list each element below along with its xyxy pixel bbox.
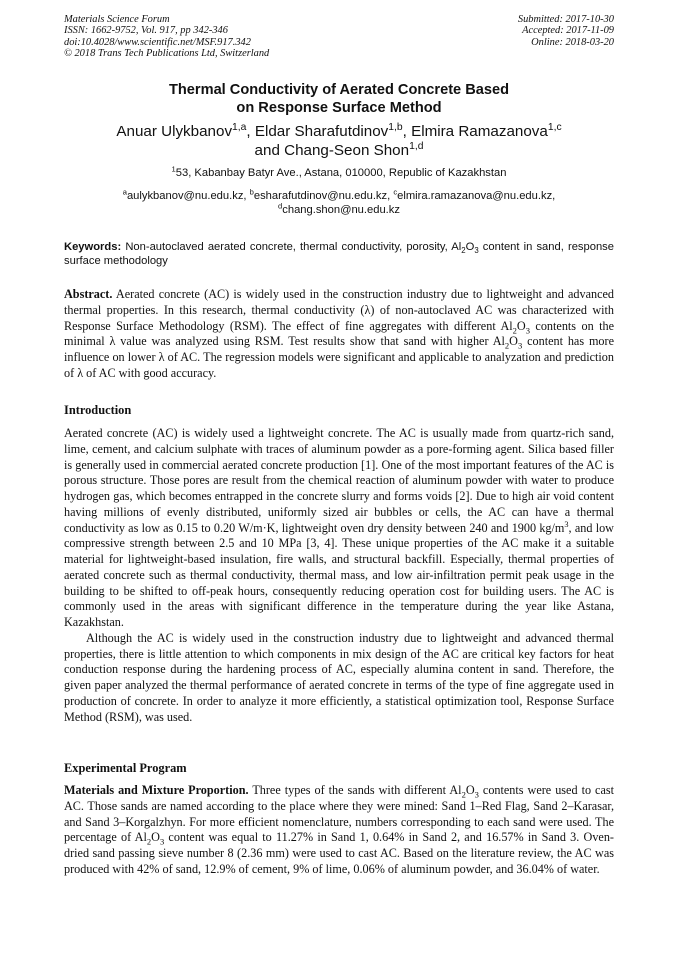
abstract-text: Aerated concrete (AC) is widely used in the construction industry due to lightweight and advanced thermal properties. In this research, thermal conductivity (λ) of non-autoclaved AC was characterized with Response Surface Methodology (RSM). The effect of fine aggregates with different Al: [64, 287, 614, 333]
affiliation: [40, 166, 638, 180]
subscript: 2: [512, 324, 517, 335]
author-name: Eldar Sharafutdinov: [254, 123, 389, 140]
introduction-body: [64, 426, 614, 725]
experimental-text: content was equal to 11.27% in Sand 1, 0.64% in Sand 2, and 16.57% in Sand 3. Oven-dried sand passing sieve number 8 (2.36 mm) were used to cast AC. Based on the literature review, the AC was produced with 42% of sand, 12.9% of cement, 9% of lime, 0.06% of aluminum powder, and 36.04% of water.: [64, 830, 614, 876]
author-sup: 1,d: [409, 140, 424, 152]
subscript: 3: [474, 789, 479, 800]
intro-paragraph-1: [64, 426, 614, 631]
submitted-date: Submitted: 2017-10-30: [517, 14, 614, 25]
journal-doi: doi:10.4028/www.scientific.net/MSF.917.342: [64, 36, 251, 48]
author-line-2: [40, 141, 638, 160]
email-sup: b: [249, 187, 254, 197]
subscript: 2: [504, 340, 510, 351]
keywords: [64, 240, 614, 268]
email-address: chang.shon@nu.edu.kz: [282, 203, 400, 216]
email-sup: d: [278, 200, 283, 210]
experimental-text: Three types of the sands with different Al: [248, 783, 462, 797]
superscript: 3: [564, 519, 569, 529]
subscript: 3: [159, 836, 165, 847]
paper-title-line-2: on Response Surface Method: [236, 100, 442, 116]
affiliation-text: 53, Kabanbay Batyr Ave., Astana, 010000, Republic of Kazakhstan: [175, 167, 507, 179]
abstract-text: contents on the minimal λ value was analyzed using RSM. Test results show that sand with higher Al: [64, 318, 614, 349]
journal-copyright: © 2018 Trans Tech Publications Ltd, Switzerland: [64, 48, 270, 60]
email-sup: a: [122, 187, 127, 197]
author-list: [40, 122, 638, 160]
abstract-text: content has more influence on lower λ of AC. The regression models were significant and applicable to analyzation and prediction of λ of AC with good accuracy.: [64, 334, 614, 380]
abstract-text: O: [509, 334, 518, 349]
keywords-text: content in sand, response surface methodology: [64, 241, 614, 268]
email-line-2: [40, 200, 638, 218]
author-sup: 1,a: [232, 121, 247, 133]
author-name: Elmira Ramazanova: [411, 123, 548, 140]
intro-text: , and low compressive strength between 2.5 and 10 MPa [3, 4]. These unique properties of the AC make it a suitable material for lightweight-based insulation, fire walls, and structural backfill. Especially, thermal properties of aerated concrete such as thermal conductivity, thermal mass, and low air-infiltration permit peak usage in the building to be shifted to off-peak hours, consequently reducing operation cost for building users. The AC is commonly used in the areas with significant difference in the temperature during the year like Astana, Kazakhstan.: [64, 520, 614, 629]
paper-title: [40, 81, 638, 117]
abstract-text: O: [516, 318, 526, 333]
online-date: Online: 2018-03-20: [531, 36, 614, 48]
author-separator: ,: [402, 123, 412, 140]
subscript: 2: [461, 246, 466, 256]
paper-title-line-1: Thermal Conductivity of Aerated Concrete Based: [168, 82, 510, 98]
author-separator: ,: [246, 123, 255, 140]
email-address: elmira.ramazanova@nu.edu.kz,: [397, 190, 556, 202]
affiliation-sup: 1: [171, 164, 176, 174]
email-address: aulykbanov@nu.edu.kz,: [126, 190, 250, 202]
author-sup: 1,b: [388, 121, 403, 133]
submission-dates: [518, 14, 614, 48]
intro-text: Aerated concrete (AC) is widely used a lightweight concrete. The AC is usually made from quartz-rich sand, lime, cement, and calcium sulphate with traces of aluminum powder as a pore-forming agent. Silica based filler is generally used in commercial aerated concrete production [1]. One of the most important features of the AC is porous structure. Those pores are result from the chemical reaction of aluminum powder with water to produce hydrogen gas, which becomes entrapped in the concrete slurry and forms voids [2]. Due to high air void content having millions of evenly distributed, uniformly sized air bubbles or cells, the AC can have a thermal conductivity as low as 0.15 to 0.20 W/m·K, lightweight oven dry density between 240 and 1900 kg/m: [64, 426, 614, 535]
accepted-date: Accepted: 2017-11-09: [522, 25, 614, 37]
abstract-paragraph: [64, 287, 614, 382]
abstract-label: Abstract.: [64, 287, 113, 301]
experimental-text: contents were used to cast AC. Those sands are named according to the place where they were mined: Sand 1–Red Flag, Sand 2–Karasar, and Sand 3–Korgalzhyn. For more efficient nomenclature, numbers corresponding to each sand were used. The percentage of Al: [64, 783, 614, 845]
experimental-text: O: [465, 783, 475, 797]
experimental-text: O: [151, 830, 160, 845]
keywords-text: Non-autoclaved aerated concrete, thermal conductivity, porosity, Al: [121, 241, 462, 253]
subscript: 3: [525, 324, 530, 335]
section-heading-experimental: Experimental Program: [64, 761, 187, 775]
subscript: 2: [461, 789, 466, 800]
experimental-paragraph: [64, 783, 614, 878]
subsection-label: Materials and Mixture Proportion.: [64, 783, 249, 797]
author-sup: 1,c: [547, 121, 562, 133]
subscript: 2: [146, 836, 152, 847]
keywords-label: Keywords:: [64, 241, 122, 253]
journal-issn: ISSN: 1662-9752, Vol. 917, pp 342-346: [64, 25, 228, 37]
abstract: [64, 287, 614, 382]
email-line-1: [40, 187, 638, 204]
intro-paragraph-2: Although the AC is widely used in the construction industry due to lightweight and advanced thermal properties, there is little attention to which components in mix design of the AC are critical key factors for heat conduction response during the hardening process of AC, especially alumina content in sand. Therefore, the given paper analyzed the thermal performance of aerated concrete in terms of the type of fine aggregate used in production of concrete. In order to analyze it more efficiently, a statistical optimization tool, Response Surface Method (RSM), was used.: [64, 630, 614, 724]
author-conjunction: and: [254, 142, 285, 159]
subscript: 3: [517, 340, 523, 351]
experimental-body: [64, 783, 614, 878]
section-heading-introduction: Introduction: [64, 403, 132, 417]
journal-info: [64, 14, 269, 60]
journal-name: Materials Science Forum: [64, 14, 170, 25]
author-name: Chang-Seon Shon: [284, 142, 410, 159]
keywords-text: O: [465, 241, 475, 253]
author-name: Anuar Ulykbanov: [116, 123, 233, 140]
author-line-1: [40, 122, 638, 141]
subscript: 3: [474, 246, 479, 256]
email-address: esharafutdinov@nu.edu.kz,: [253, 190, 394, 202]
email-list: [40, 187, 638, 217]
email-sup: c: [393, 187, 398, 197]
